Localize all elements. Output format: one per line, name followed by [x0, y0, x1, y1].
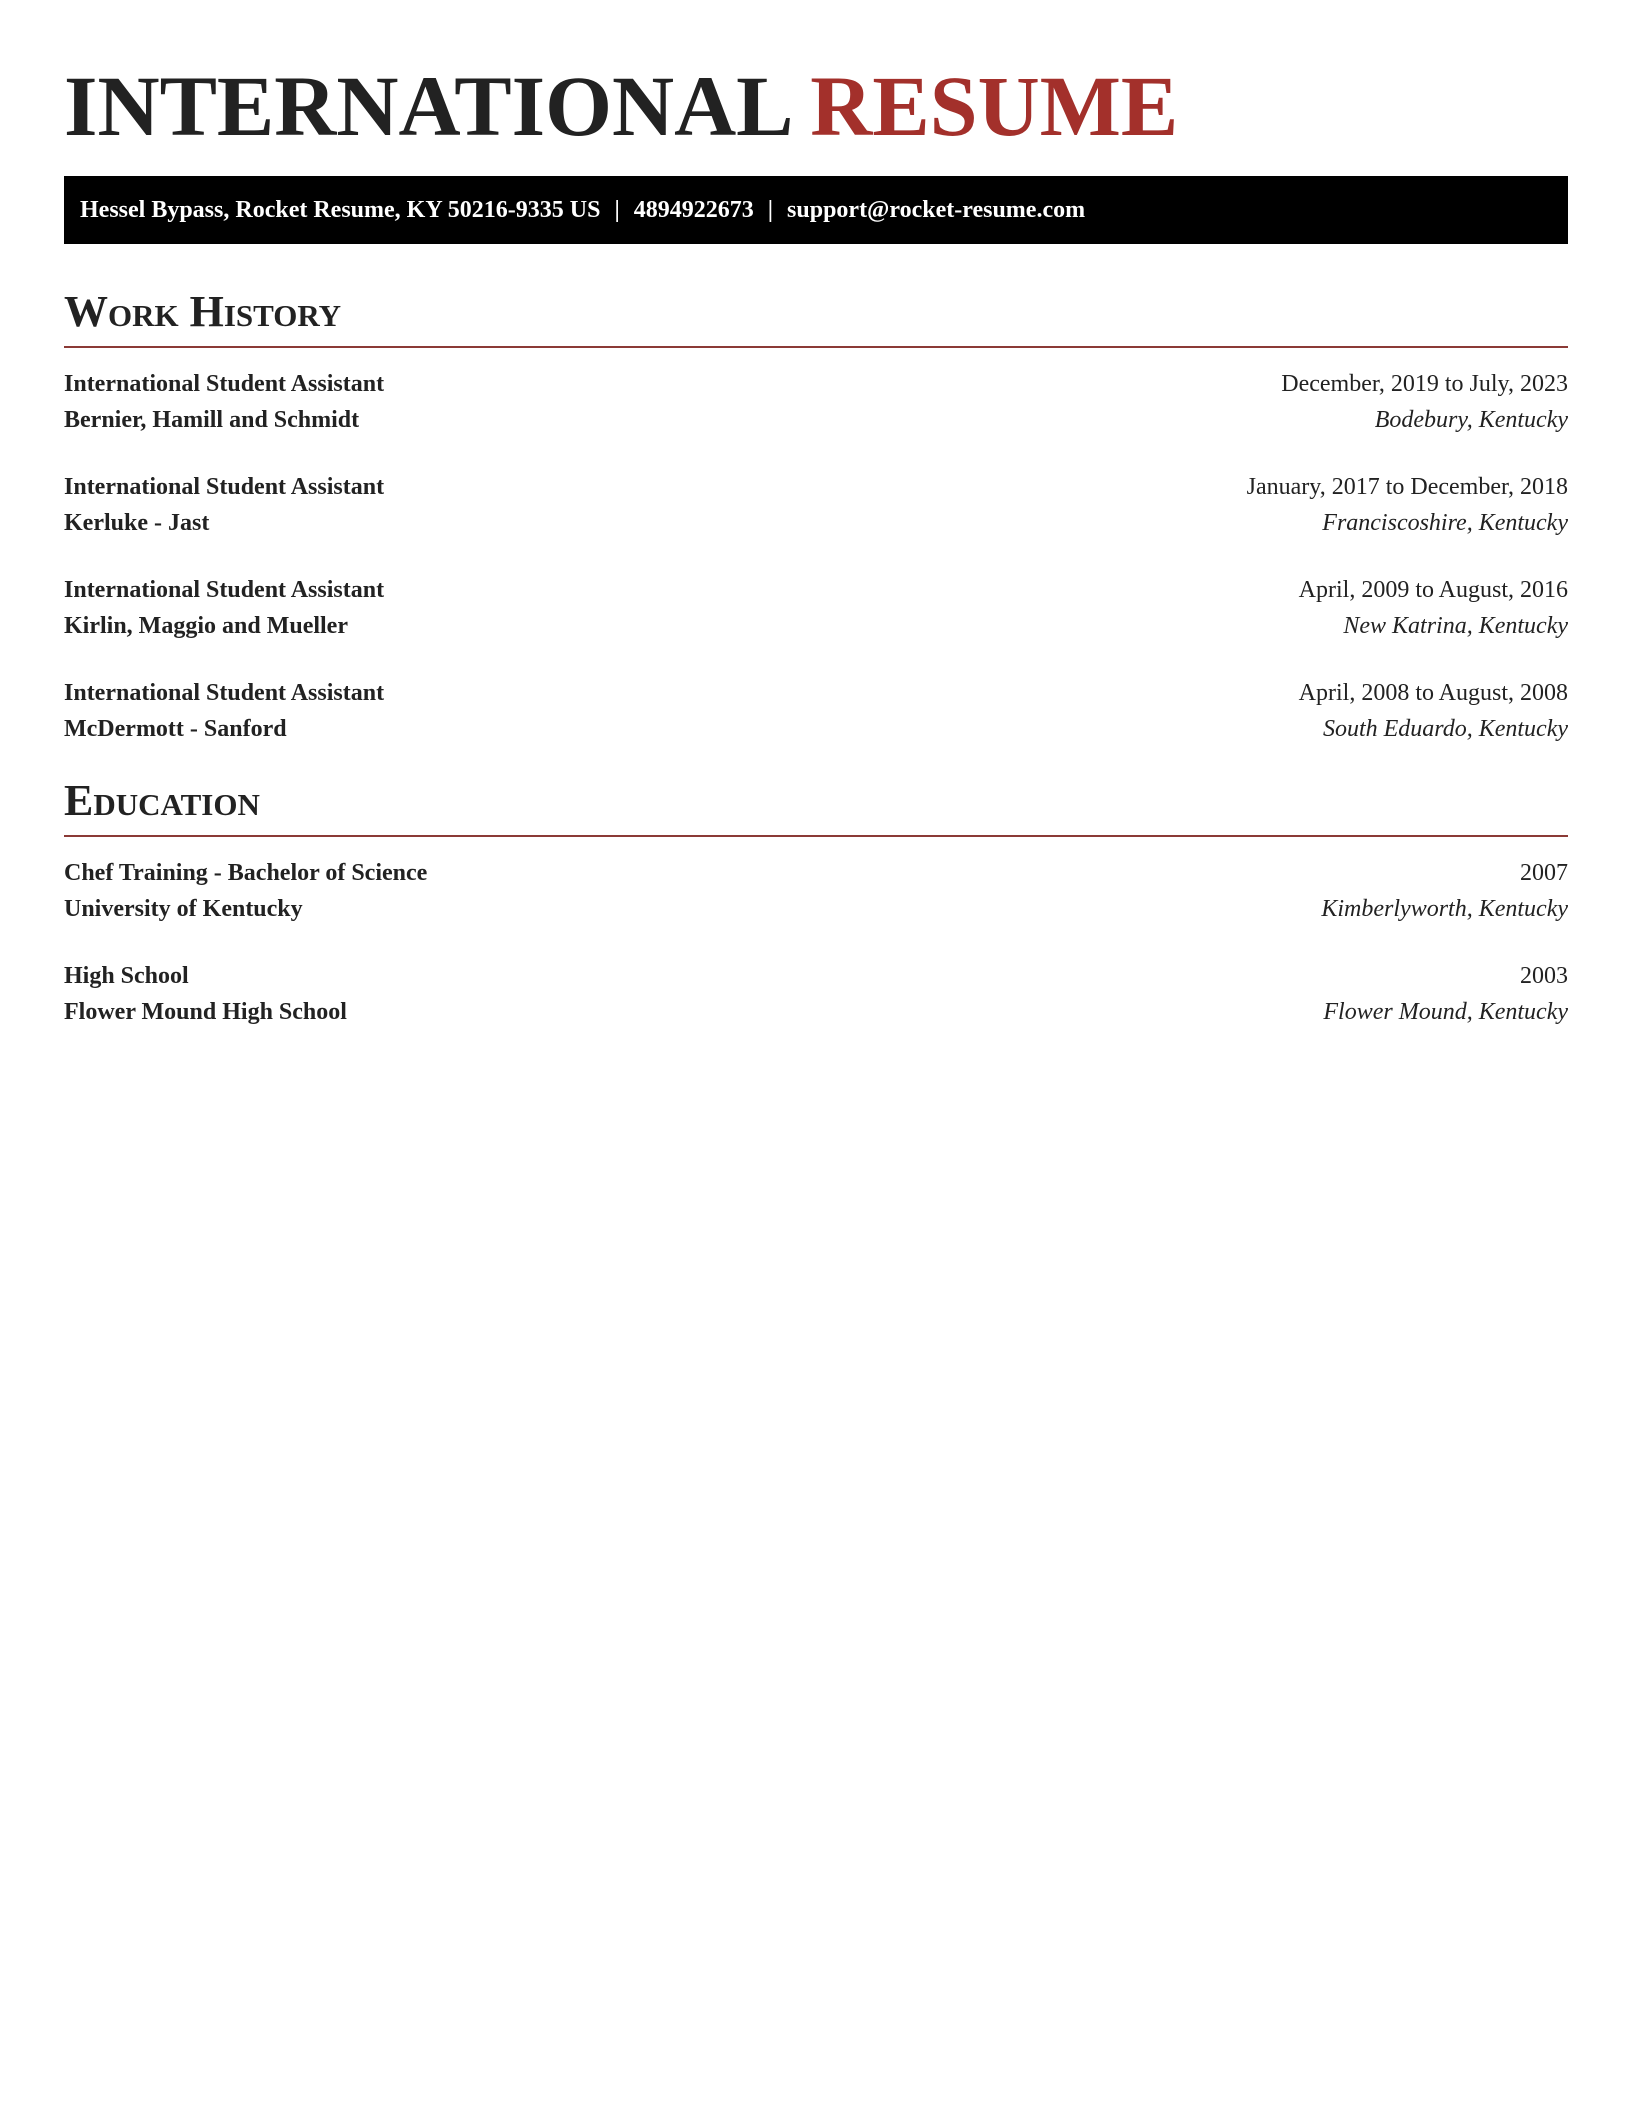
job-position: International Student Assistant — [64, 680, 385, 706]
job-company: Kirlin, Maggio and Mueller — [64, 613, 348, 639]
contact-address: Hessel Bypass, Rocket Resume, KY 50216-9335 US — [80, 197, 601, 223]
job-company: Kerluke - Jast — [64, 510, 210, 536]
job-location: New Katrina, Kentucky — [1343, 613, 1568, 639]
job-location: Franciscoshire, Kentucky — [1322, 510, 1568, 536]
title-first-word: INTERNATIONAL — [64, 58, 789, 154]
resume-title — [64, 0, 1568, 156]
contact-separator: | — [614, 197, 620, 223]
job-dates: December, 2019 to July, 2023 — [1281, 371, 1568, 397]
education-year: 2003 — [1520, 963, 1568, 989]
job-company: Bernier, Hamill and Schmidt — [64, 407, 360, 433]
education-school: University of Kentucky — [64, 896, 303, 922]
work-entry — [64, 469, 1568, 541]
education-location: Kimberlyworth, Kentucky — [1321, 896, 1568, 922]
contact-separator: | — [767, 197, 774, 223]
education-section — [64, 773, 1568, 837]
job-location: Bodebury, Kentucky — [1374, 407, 1568, 433]
education-degree: Chef Training - Bachelor of Science — [64, 860, 428, 886]
job-dates: January, 2017 to December, 2018 — [1246, 474, 1568, 500]
section-divider — [64, 346, 1568, 348]
work-entry — [64, 366, 1568, 438]
resume-page — [64, 0, 1568, 1025]
job-position: International Student Assistant — [64, 577, 385, 603]
education-entry — [64, 855, 1568, 927]
work-history-section — [64, 284, 1568, 348]
job-position: International Student Assistant — [64, 474, 385, 500]
section-heading-education: Education — [64, 776, 260, 825]
contact-phone: 4894922673 — [633, 197, 754, 223]
contact-email: support@rocket-resume.com — [787, 197, 1086, 223]
education-school: Flower Mound High School — [64, 999, 347, 1025]
education-location: Flower Mound, Kentucky — [1323, 999, 1568, 1025]
education-entry — [64, 958, 1568, 1030]
section-heading-work-history: Work History — [64, 287, 342, 336]
education-year: 2007 — [1520, 860, 1568, 886]
education-degree: High School — [64, 963, 189, 989]
contact-bar — [64, 176, 1568, 244]
section-divider — [64, 835, 1568, 837]
job-position: International Student Assistant — [64, 371, 385, 397]
work-entry — [64, 675, 1568, 747]
title-second-word: RESUME — [810, 58, 1179, 154]
work-entry — [64, 572, 1568, 644]
job-dates: April, 2009 to August, 2016 — [1298, 577, 1568, 603]
job-location: South Eduardo, Kentucky — [1322, 716, 1568, 742]
job-dates: April, 2008 to August, 2008 — [1298, 680, 1568, 706]
job-company: McDermott - Sanford — [64, 716, 287, 742]
